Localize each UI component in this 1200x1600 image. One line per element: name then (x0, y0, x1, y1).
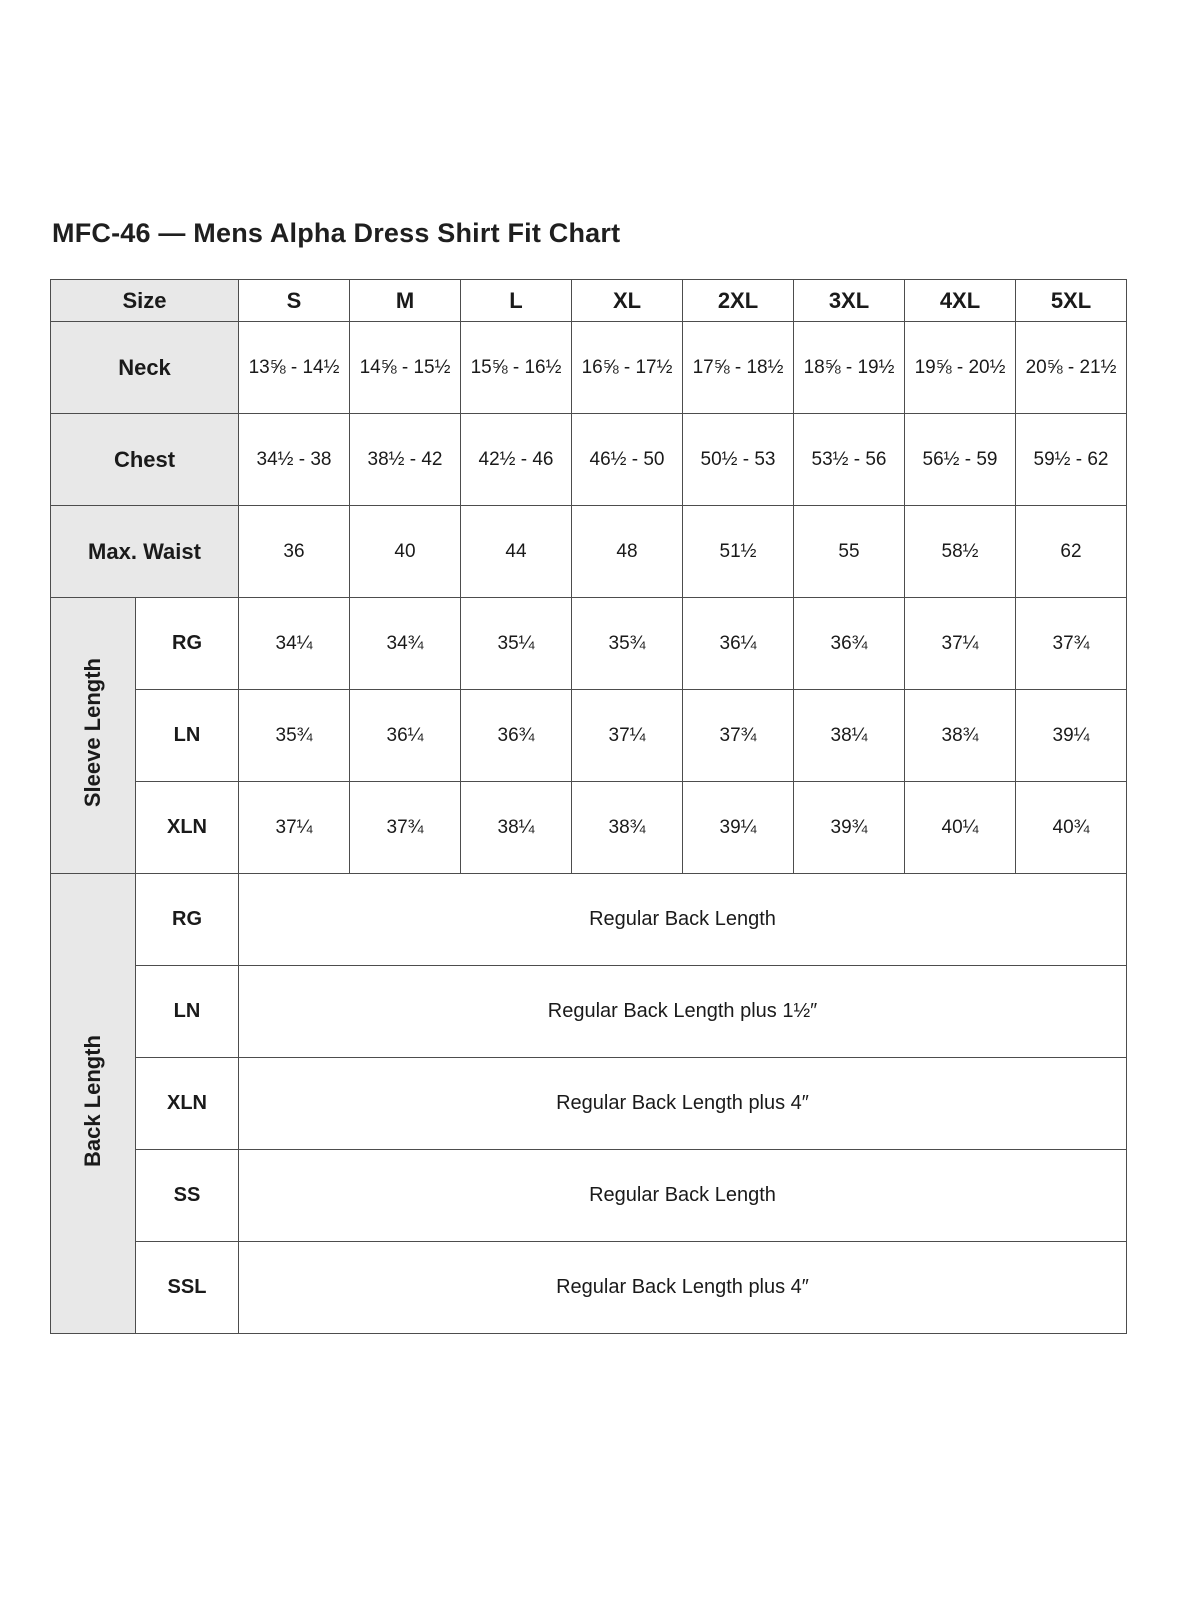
sleeve-xln-row (51, 782, 1127, 874)
back-ln-value: Regular Back Length plus 1½″ (239, 966, 1127, 1058)
max-waist-row (51, 506, 1127, 598)
back-xln-label: XLN (136, 1058, 239, 1150)
back-ssl-label: SSL (136, 1242, 239, 1334)
sleeve-length-group-label (51, 598, 136, 874)
table-cell: 34¾ (350, 598, 461, 690)
page-title: MFC-46 — Mens Alpha Dress Shirt Fit Chart (52, 218, 621, 248)
table-cell: 59½ - 62 (1016, 414, 1127, 506)
back-ss-value: Regular Back Length (239, 1150, 1127, 1242)
table-cell: 46½ - 50 (572, 414, 683, 506)
back-rg-row (51, 874, 1127, 966)
back-length-group-label-text: Back Length (80, 1034, 105, 1168)
neck-row (51, 322, 1127, 414)
back-ssl-value: Regular Back Length plus 4″ (239, 1242, 1127, 1334)
table-cell: 38¾ (572, 782, 683, 874)
table-cell: 39¾ (794, 782, 905, 874)
table-cell: 38½ - 42 (350, 414, 461, 506)
table-cell: 51½ (683, 506, 794, 598)
table-cell: 37¼ (905, 598, 1016, 690)
table-cell: 39¼ (1016, 690, 1127, 782)
size-header-cell: Size (51, 280, 239, 322)
size-col-header-2xl: 2XL (683, 280, 794, 322)
size-col-header-xl: XL (572, 280, 683, 322)
sleeve-ln-row (51, 690, 1127, 782)
table-cell: 36¾ (461, 690, 572, 782)
table-cell: 34½ - 38 (239, 414, 350, 506)
back-length-group-label (51, 874, 136, 1334)
table-cell: 48 (572, 506, 683, 598)
back-ln-row (51, 966, 1127, 1058)
sleeve-length-group-label-text: Sleeve Length (80, 658, 105, 808)
table-cell: 36 (239, 506, 350, 598)
sleeve-ln-label: LN (136, 690, 239, 782)
sleeve-rg-label: RG (136, 598, 239, 690)
back-rg-value: Regular Back Length (239, 874, 1127, 966)
table-cell: 15⅝ - 16½ (461, 322, 572, 414)
table-cell: 37¾ (1016, 598, 1127, 690)
size-col-header-s: S (239, 280, 350, 322)
table-cell: 39¼ (683, 782, 794, 874)
size-col-header-5xl: 5XL (1016, 280, 1127, 322)
table-cell: 36¼ (683, 598, 794, 690)
table-cell: 16⅝ - 17½ (572, 322, 683, 414)
table-cell: 37¾ (683, 690, 794, 782)
sleeve-rg-row (51, 598, 1127, 690)
table-cell: 13⅝ - 14½ (239, 322, 350, 414)
back-ss-row (51, 1150, 1127, 1242)
table-cell: 58½ (905, 506, 1016, 598)
table-cell: 50½ - 53 (683, 414, 794, 506)
table-cell: 40¾ (1016, 782, 1127, 874)
table-cell: 35¾ (572, 598, 683, 690)
table-cell: 42½ - 46 (461, 414, 572, 506)
table-cell: 38¼ (461, 782, 572, 874)
back-xln-value: Regular Back Length plus 4″ (239, 1058, 1127, 1150)
back-ln-label: LN (136, 966, 239, 1058)
back-rg-label: RG (136, 874, 239, 966)
header-row (51, 280, 1127, 322)
table-cell: 34¼ (239, 598, 350, 690)
table-cell: 37¼ (572, 690, 683, 782)
table-cell: 17⅝ - 18½ (683, 322, 794, 414)
table-cell: 36¾ (794, 598, 905, 690)
chest-row-label: Chest (51, 414, 239, 506)
table-cell: 62 (1016, 506, 1127, 598)
table-cell: 36¼ (350, 690, 461, 782)
neck-row-label: Neck (51, 322, 239, 414)
table-cell: 35¾ (239, 690, 350, 782)
max-waist-row-label: Max. Waist (51, 506, 239, 598)
table-cell: 18⅝ - 19½ (794, 322, 905, 414)
table-cell: 20⅝ - 21½ (1016, 322, 1127, 414)
back-xln-row (51, 1058, 1127, 1150)
table-cell: 40 (350, 506, 461, 598)
back-ssl-row (51, 1242, 1127, 1334)
back-ss-label: SS (136, 1150, 239, 1242)
table-cell: 37¼ (239, 782, 350, 874)
sleeve-xln-label: XLN (136, 782, 239, 874)
table-cell: 38¼ (794, 690, 905, 782)
size-col-header-l: L (461, 280, 572, 322)
size-col-header-3xl: 3XL (794, 280, 905, 322)
table-cell: 55 (794, 506, 905, 598)
table-cell: 44 (461, 506, 572, 598)
table-cell: 14⅝ - 15½ (350, 322, 461, 414)
fit-chart-table (50, 279, 1127, 1334)
size-col-header-4xl: 4XL (905, 280, 1016, 322)
table-cell: 35¼ (461, 598, 572, 690)
table-cell: 38¾ (905, 690, 1016, 782)
size-col-header-m: M (350, 280, 461, 322)
table-cell: 56½ - 59 (905, 414, 1016, 506)
table-cell: 37¾ (350, 782, 461, 874)
table-cell: 40¼ (905, 782, 1016, 874)
table-cell: 53½ - 56 (794, 414, 905, 506)
table-cell: 19⅝ - 20½ (905, 322, 1016, 414)
chest-row (51, 414, 1127, 506)
